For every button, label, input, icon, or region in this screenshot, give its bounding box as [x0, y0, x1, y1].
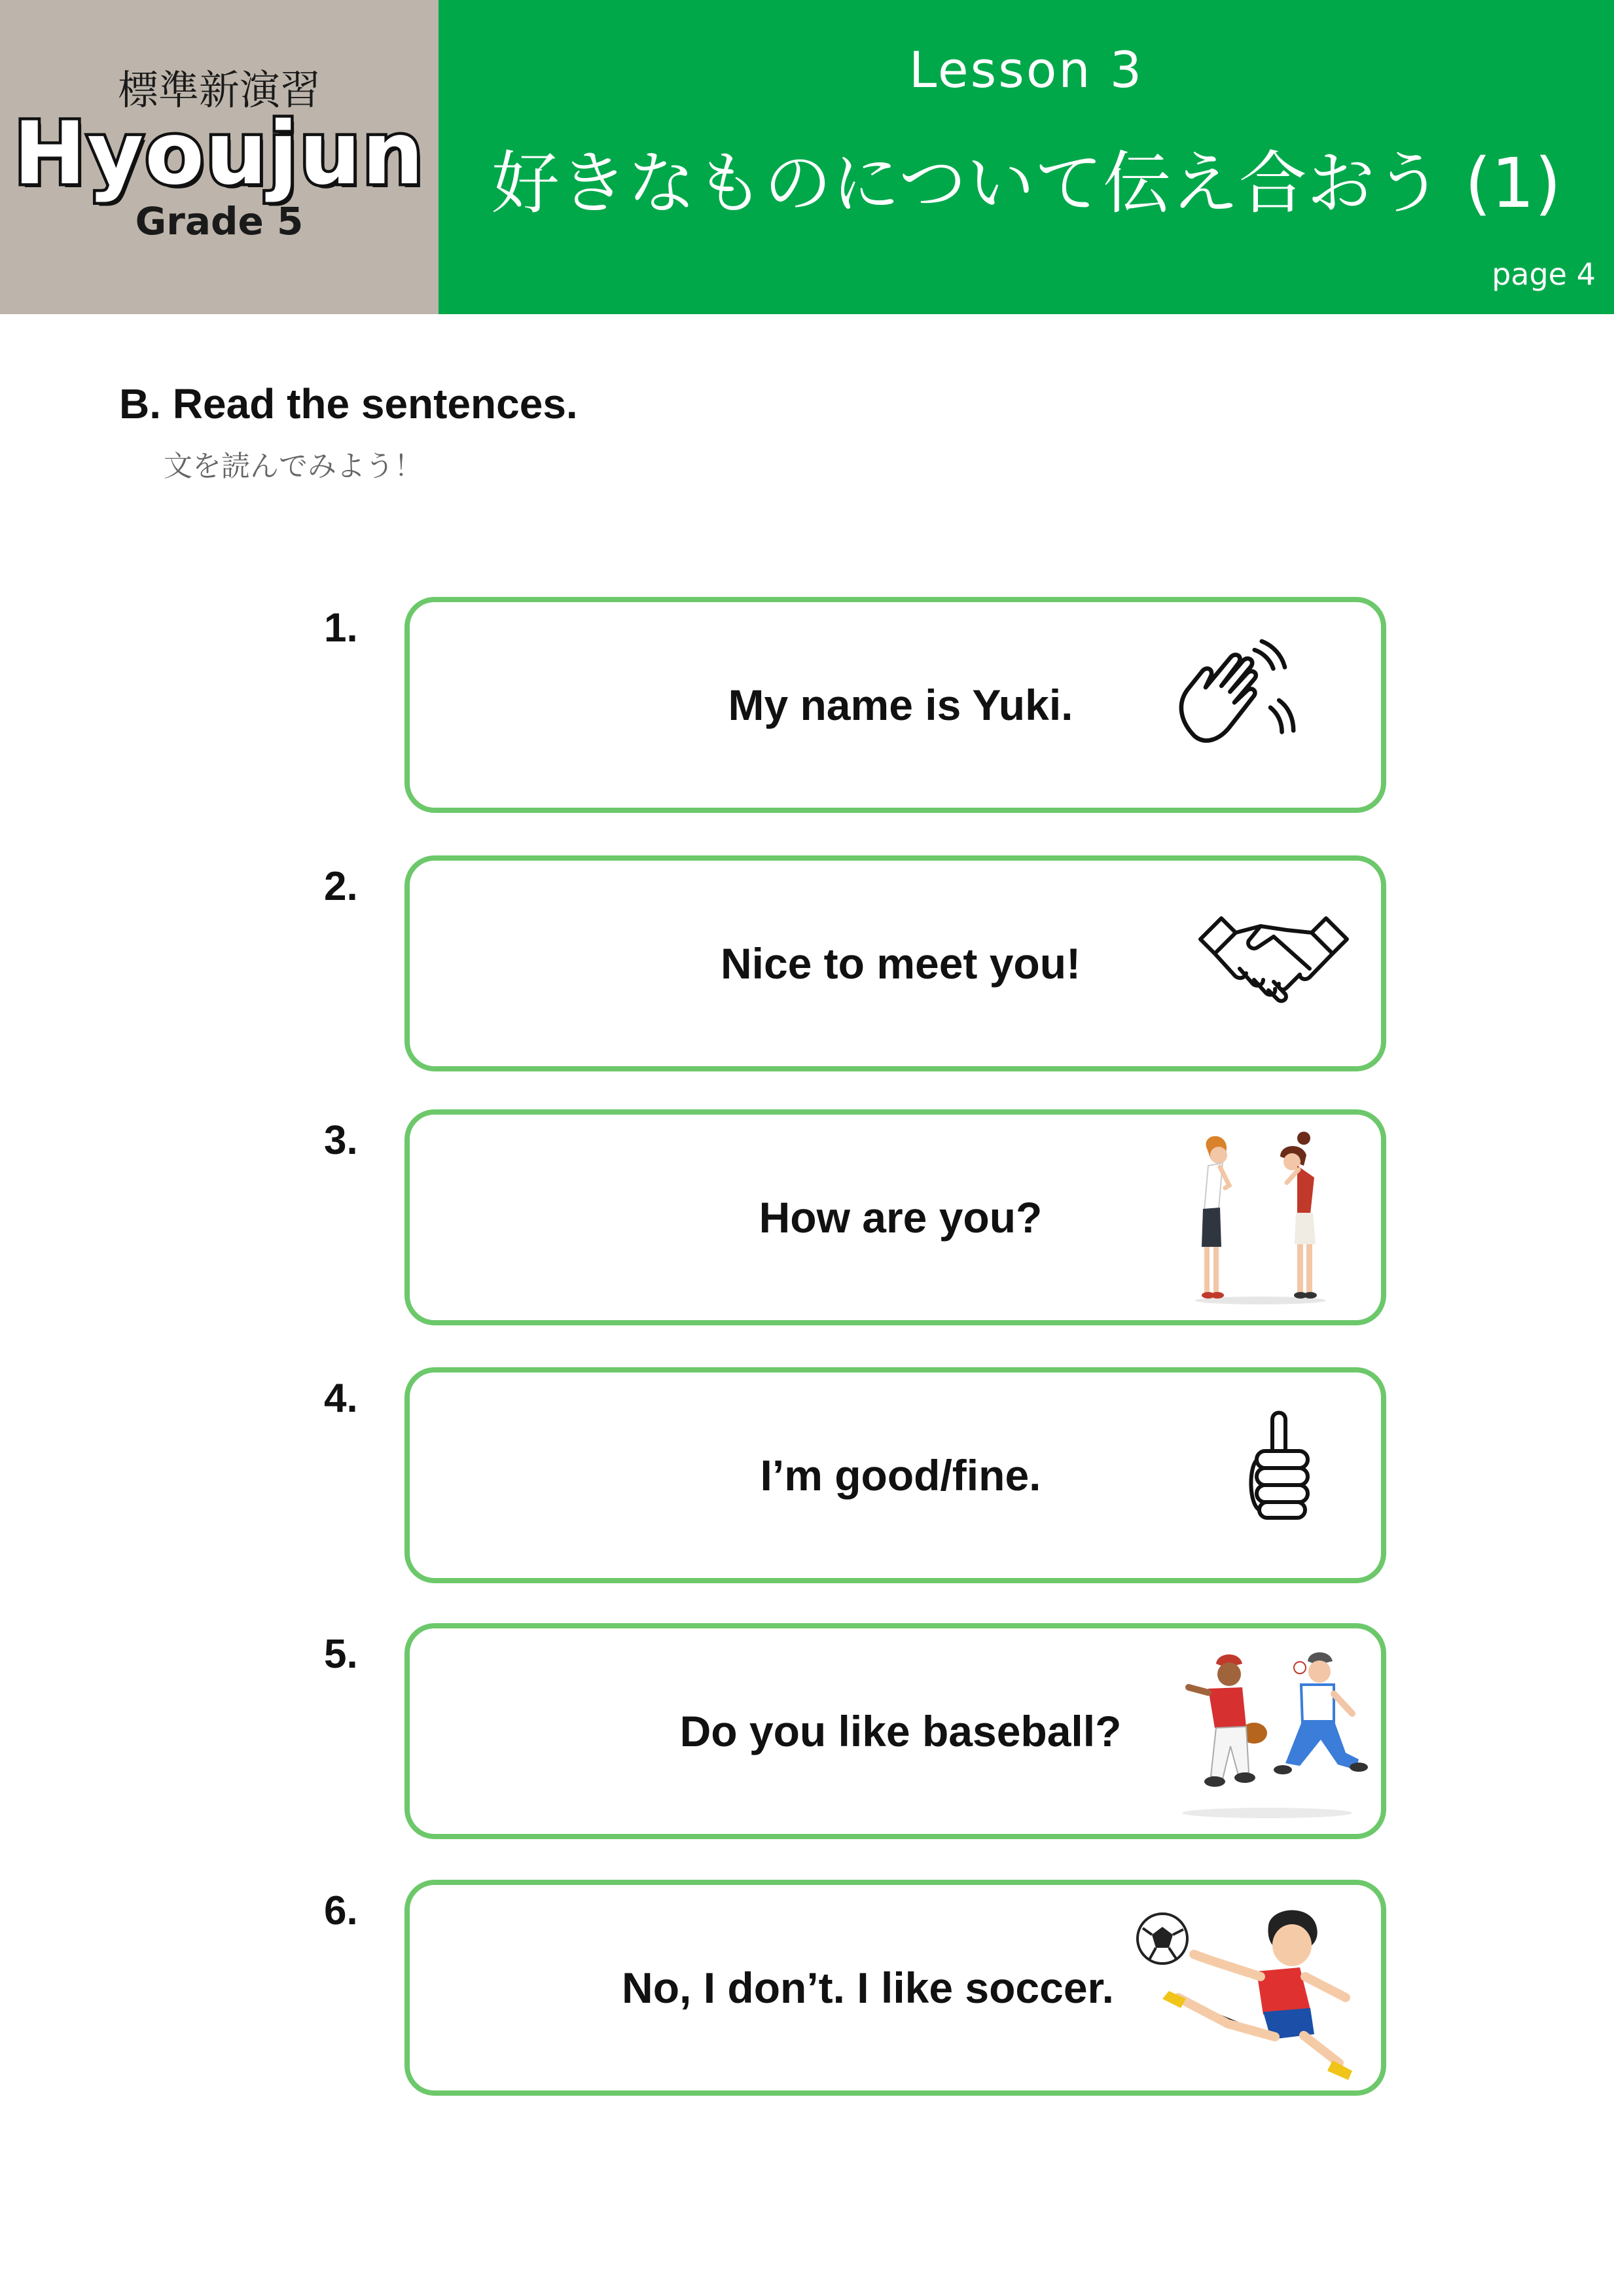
item-number: 2. [324, 864, 358, 909]
sentence-text: How are you? [759, 1193, 1043, 1242]
two-women-bowing-illustration [1182, 1129, 1339, 1306]
handshake-icon [1195, 906, 1352, 1011]
item-number: 3. [324, 1118, 358, 1163]
sentence-item [0, 1623, 1614, 1839]
sentence-item [0, 1367, 1614, 1583]
page-number: page 4 [1492, 257, 1596, 292]
brand-kanji: 標準新演習 [117, 66, 321, 114]
sentence-text: No, I don’t. I like soccer. [622, 1964, 1114, 2012]
sentence-box [404, 1623, 1386, 1839]
waving-hand-icon [1162, 628, 1306, 772]
sentence-text: Do you like baseball? [679, 1707, 1122, 1755]
sentence-text: I’m good/fine. [760, 1451, 1041, 1499]
sentence-box [404, 1109, 1386, 1325]
lesson-number: Lesson 3 [908, 41, 1144, 99]
sentence-box [404, 1880, 1386, 2096]
sentence-text: My name is Yuki. [728, 681, 1073, 729]
item-number: 6. [324, 1888, 358, 1933]
sentence-box [404, 1367, 1386, 1583]
item-number: 1. [324, 605, 358, 651]
sentence-text: Nice to meet you! [720, 939, 1081, 988]
sentence-item [0, 1880, 1614, 2096]
section-heading: B. Read the sentences. [119, 380, 578, 427]
item-number: 4. [324, 1376, 358, 1421]
baseball-players-illustration [1162, 1641, 1372, 1825]
item-number: 5. [324, 1632, 358, 1677]
section-subheading: 文を読んでみよう！ [164, 450, 423, 483]
lesson-title: 好きなものについて伝え合おう (1) [491, 143, 1562, 223]
sentence-item [0, 855, 1614, 1071]
brand-grade: Grade 5 [135, 199, 304, 243]
brand-block [0, 0, 439, 314]
brand-logo-text: Hyoujun [13, 103, 425, 204]
thumbs-up-icon [1241, 1405, 1319, 1523]
lesson-header [439, 0, 1614, 314]
sentence-item [0, 1109, 1614, 1325]
soccer-player-illustration [1123, 1899, 1372, 2089]
sentence-box [404, 855, 1386, 1071]
sentence-item [0, 597, 1614, 813]
sentence-box [404, 597, 1386, 813]
